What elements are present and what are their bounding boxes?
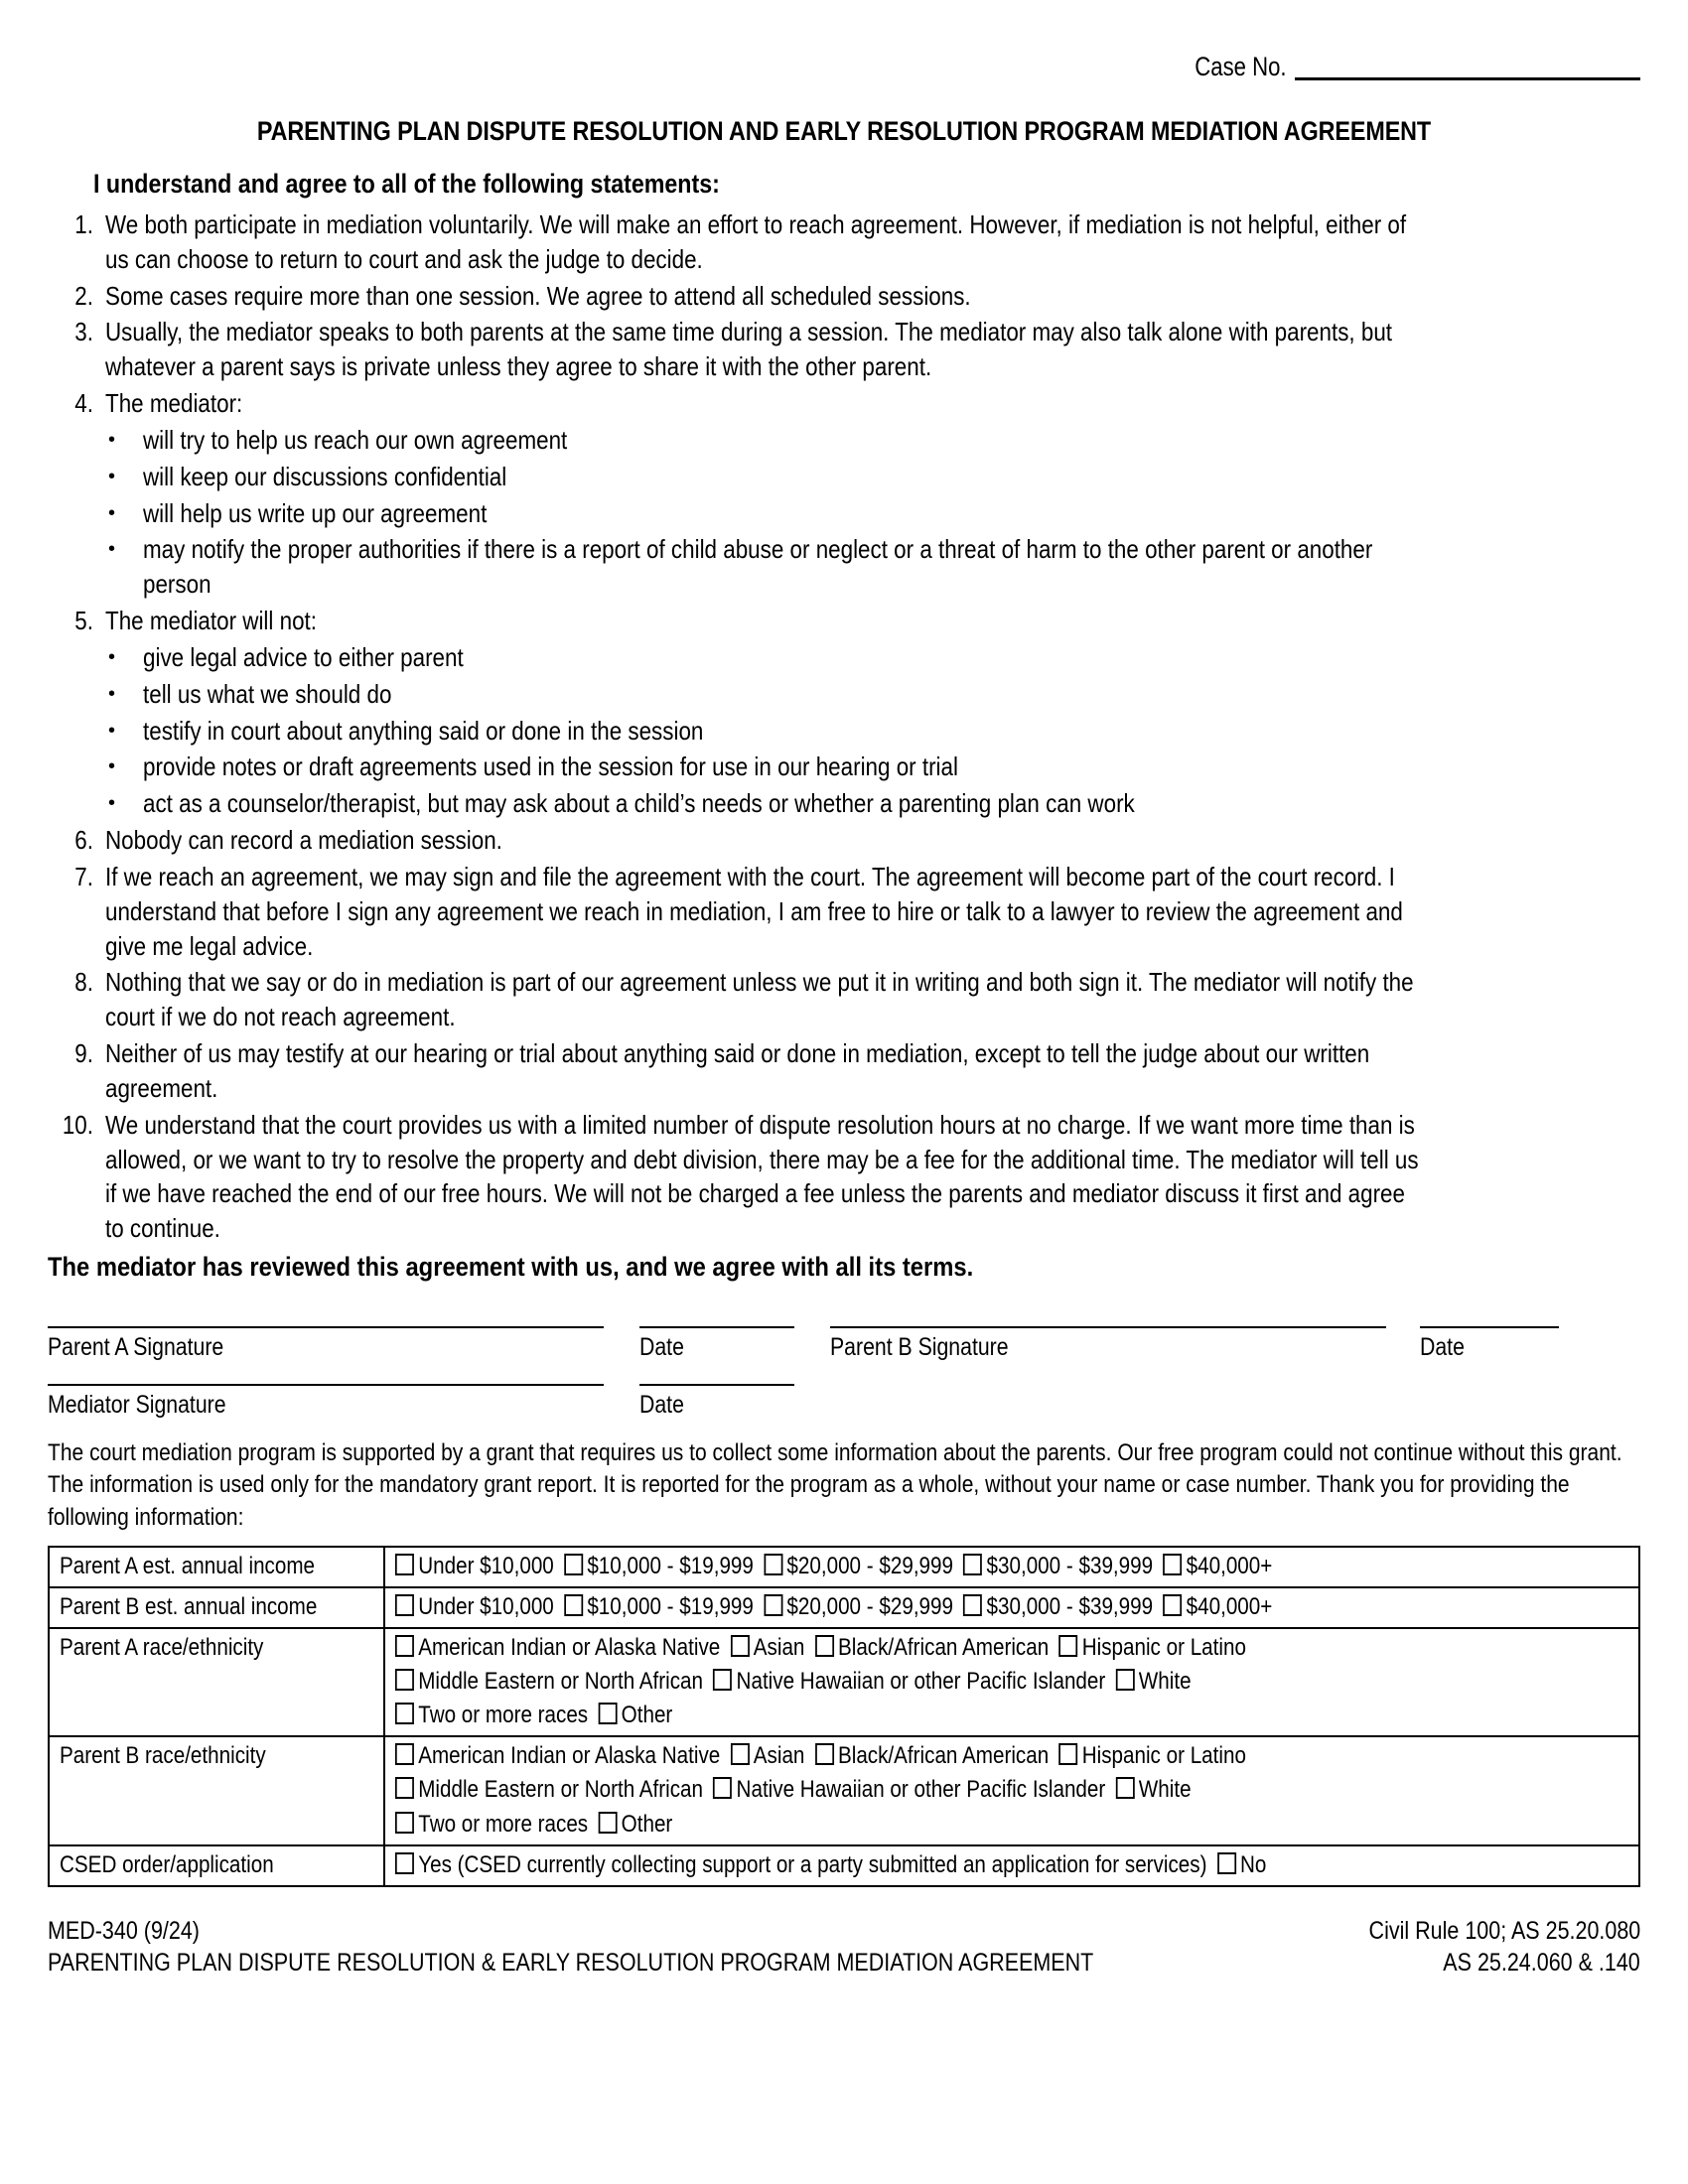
checkbox-option-label: Yes (CSED currently collecting support or a party submitted an application for services)	[418, 1850, 1207, 1878]
checkbox-icon[interactable]	[1163, 1554, 1182, 1575]
list-number: 1.	[74, 209, 93, 239]
list-text: Neither of us may testify at our hearing or trial about anything said or done in mediation, except to tell the judge about our written agreement.	[105, 1038, 1370, 1103]
bullet-text: will help us write up our agreement	[143, 497, 488, 528]
checkbox-option[interactable]	[815, 1634, 1049, 1661]
bullet-text: tell us what we should do	[143, 678, 392, 709]
checkbox-icon[interactable]	[564, 1594, 583, 1616]
table-row-label-cell	[49, 1736, 384, 1844]
checkbox-option[interactable]	[395, 1742, 720, 1769]
checkbox-option-label: Asian	[753, 1634, 805, 1662]
bullet-text: will keep our discussions confidential	[143, 461, 507, 491]
bullet-group	[48, 640, 1640, 821]
checkbox-icon[interactable]	[963, 1554, 982, 1575]
bullet-dot-icon: •	[107, 792, 115, 815]
checkbox-option-label: Black/African American	[837, 1634, 1050, 1662]
bullet-text: will try to help us reach our own agreement	[143, 424, 568, 455]
signature-row-parents	[48, 1326, 1640, 1362]
checkbox-option-line	[395, 1808, 1629, 1842]
table-row-label-cell	[49, 1547, 384, 1587]
checkbox-option-label: Other	[621, 1702, 673, 1729]
checkbox-option-label: $20,000 - $29,999	[786, 1593, 953, 1621]
case-number-blank-line[interactable]	[1295, 48, 1640, 80]
parent-b-signature-field[interactable]	[830, 1326, 1386, 1362]
list-text: We understand that the court provides us with a limited number of dispute resolution hours at no charge. If we want more time than is allowed, or we want to try to resolve the property and debt division, there may be a fee for the additional time. The mediator will tell us if we have reached the end of our free hours. We will not be charged a fee unless the parents and mediator discuss it first and agree to continue.	[105, 1109, 1419, 1244]
bullet-text: act as a counselor/therapist, but may ask about a child’s needs or whether a parenting plan can work	[143, 788, 1135, 819]
checkbox-icon[interactable]	[1059, 1743, 1078, 1765]
bullet-text: give legal advice to either parent	[143, 641, 464, 672]
checkbox-option-label: Middle Eastern or North African	[418, 1668, 704, 1696]
bullet-text: provide notes or draft agreements used in the session for use in our hearing or trial	[143, 751, 958, 782]
checkbox-option[interactable]	[395, 1851, 1206, 1878]
checkbox-option[interactable]	[564, 1593, 754, 1620]
checkbox-icon[interactable]	[395, 1635, 414, 1657]
list-text: Usually, the mediator speaks to both parents at the same time during a session. The mediator may also talk alone with parents, but whatever a parent says is private unless they agree to share it with the other parent.	[105, 317, 1393, 382]
checkbox-icon[interactable]	[564, 1554, 583, 1575]
checkbox-icon[interactable]	[1163, 1594, 1182, 1616]
mediator-date-label: Date	[639, 1391, 684, 1420]
table-row-options-cell	[384, 1628, 1639, 1736]
checkbox-option[interactable]	[564, 1553, 754, 1579]
checkbox-option[interactable]	[395, 1811, 588, 1838]
table-row-options-cell	[384, 1736, 1639, 1844]
table-row-label-cell	[49, 1628, 384, 1736]
checkbox-option-label: Hispanic or Latino	[1081, 1634, 1246, 1662]
checkbox-option[interactable]	[1217, 1851, 1267, 1878]
checkbox-icon[interactable]	[1116, 1669, 1135, 1691]
checkbox-icon[interactable]	[731, 1635, 750, 1657]
list-number: 6.	[74, 825, 93, 856]
table-row	[49, 1628, 1639, 1736]
intro-statement: I understand and agree to all of the following statements:	[93, 169, 720, 199]
numbered-statement	[48, 207, 1640, 277]
checkbox-icon[interactable]	[1059, 1635, 1078, 1657]
checkbox-option-label: $10,000 - $19,999	[587, 1553, 754, 1579]
checkbox-option-label: Under $10,000	[418, 1553, 554, 1579]
table-row	[49, 1587, 1639, 1628]
checkbox-option-label: Black/African American	[837, 1742, 1050, 1770]
mediator-date-field[interactable]	[639, 1384, 794, 1420]
parent-a-signature-label: Parent A Signature	[48, 1333, 224, 1362]
checkbox-option-line	[395, 1590, 1629, 1624]
checkbox-option[interactable]	[963, 1553, 1153, 1579]
checkbox-icon[interactable]	[395, 1554, 414, 1575]
bullet-dot-icon: •	[107, 645, 115, 668]
checkbox-options-group	[395, 1739, 1629, 1841]
checkbox-icon[interactable]	[815, 1743, 834, 1765]
signature-block	[48, 1326, 1640, 1420]
bullet-dot-icon: •	[107, 428, 115, 451]
checkbox-icon[interactable]	[395, 1777, 414, 1799]
numbered-statements-list	[48, 207, 1640, 1246]
checkbox-option[interactable]	[395, 1668, 703, 1695]
checkbox-option-label: American Indian or Alaska Native	[418, 1742, 721, 1770]
bullet-item	[48, 532, 1640, 602]
footer-form-title: PARENTING PLAN DISPUTE RESOLUTION & EARLY RESOLUTION PROGRAM MEDIATION AGREEMENT	[48, 1949, 1094, 1978]
table-row-label-cell	[49, 1845, 384, 1886]
sub-bullet-list	[48, 640, 1640, 821]
checkbox-icon[interactable]	[731, 1743, 750, 1765]
list-number: 7.	[74, 861, 93, 891]
bullet-text: testify in court about anything said or done in the session	[143, 715, 704, 746]
checkbox-icon[interactable]	[713, 1669, 732, 1691]
mediator-signature-field[interactable]	[48, 1384, 604, 1420]
footer-row-top	[48, 1915, 1640, 1948]
checkbox-option-label: Native Hawaiian or other Pacific Islander	[736, 1776, 1106, 1804]
citation-bottom: AS 25.24.060 & .140	[1443, 1949, 1640, 1978]
checkbox-option-label: $20,000 - $29,999	[786, 1553, 953, 1579]
bullet-item	[48, 750, 1640, 784]
checkbox-option-line	[395, 1550, 1629, 1583]
demographic-information-table	[48, 1546, 1640, 1887]
bullet-item	[48, 423, 1640, 458]
grant-information-paragraph: The court mediation program is supported by a grant that requires us to collect some information about the parents. Our free program could not continue without this grant. The information is used only for the mandatory grant report. It is reported for the program as a whole, without your name or case number. Thank you for providing the following information:	[48, 1439, 1622, 1531]
checkbox-icon[interactable]	[963, 1594, 982, 1616]
checkbox-options-group	[395, 1631, 1629, 1732]
checkbox-option[interactable]	[598, 1811, 672, 1838]
table-row	[49, 1736, 1639, 1844]
bullet-dot-icon: •	[107, 538, 115, 561]
parent-a-signature-field[interactable]	[48, 1326, 604, 1362]
checkbox-icon[interactable]	[713, 1777, 732, 1799]
checkbox-option-label: Hispanic or Latino	[1081, 1742, 1246, 1770]
checkbox-option[interactable]	[1116, 1668, 1192, 1695]
checkbox-option-line	[395, 1848, 1629, 1882]
checkbox-icon[interactable]	[1116, 1777, 1135, 1799]
checkbox-option-label: Other	[621, 1810, 673, 1838]
checkbox-option-label: Under $10,000	[418, 1593, 554, 1621]
table-row-options-cell	[384, 1845, 1639, 1886]
parent-a-date-field[interactable]	[639, 1326, 794, 1362]
checkbox-option-label: Two or more races	[418, 1810, 589, 1838]
list-number: 9.	[74, 1038, 93, 1069]
checkbox-icon[interactable]	[395, 1743, 414, 1765]
numbered-statement	[48, 1108, 1640, 1246]
table-row-label: CSED order/application	[60, 1850, 274, 1878]
checkbox-option[interactable]	[395, 1553, 554, 1579]
bullet-group	[48, 423, 1640, 602]
checkbox-option-label: White	[1138, 1668, 1192, 1696]
checkbox-option[interactable]	[1116, 1776, 1192, 1803]
bullet-dot-icon: •	[107, 719, 115, 742]
form-number: MED-340 (9/24)	[48, 1916, 200, 1945]
checkbox-icon[interactable]	[598, 1812, 617, 1834]
bullet-dot-icon: •	[107, 682, 115, 705]
checkbox-icon[interactable]	[395, 1852, 414, 1874]
checkbox-icon[interactable]	[598, 1703, 617, 1724]
checkbox-option[interactable]	[598, 1702, 672, 1728]
checkbox-icon[interactable]	[395, 1703, 414, 1724]
checkbox-option-label: American Indian or Alaska Native	[418, 1634, 721, 1662]
bullet-item	[48, 677, 1640, 712]
parent-b-signature-label: Parent B Signature	[830, 1333, 1009, 1362]
checkbox-option-label: $10,000 - $19,999	[587, 1593, 754, 1621]
bullet-item	[48, 496, 1640, 531]
table-row-label: Parent A race/ethnicity	[60, 1634, 264, 1662]
checkbox-option[interactable]	[395, 1634, 720, 1661]
list-number: 4.	[74, 388, 93, 419]
numbered-statement	[48, 823, 1640, 858]
list-number: 10.	[62, 1109, 93, 1140]
list-text: Some cases require more than one session. We agree to attend all scheduled sessions.	[105, 280, 971, 311]
checkbox-option-label: Native Hawaiian or other Pacific Islander	[736, 1668, 1106, 1696]
parent-b-date-label: Date	[1420, 1333, 1465, 1362]
checkbox-option[interactable]	[764, 1593, 953, 1620]
table-row-options-cell	[384, 1587, 1639, 1628]
checkbox-option-label: Asian	[753, 1742, 805, 1770]
list-text: The mediator:	[105, 388, 243, 419]
table-row	[49, 1845, 1639, 1886]
checkbox-options-group	[395, 1848, 1629, 1882]
checkbox-icon[interactable]	[764, 1594, 782, 1616]
parent-a-date-label: Date	[639, 1333, 684, 1362]
checkbox-options-group	[395, 1550, 1629, 1583]
checkbox-icon[interactable]	[815, 1635, 834, 1657]
checkbox-option[interactable]	[963, 1593, 1153, 1620]
case-no-label: Case No.	[1195, 52, 1287, 81]
list-number: 3.	[74, 317, 93, 347]
checkbox-option-label: $30,000 - $39,999	[986, 1553, 1154, 1579]
checkbox-option-label: White	[1138, 1776, 1192, 1804]
table-row-label: Parent A est. annual income	[60, 1553, 316, 1579]
checkbox-options-group	[395, 1590, 1629, 1624]
table-row-label: Parent B est. annual income	[60, 1593, 318, 1621]
bullet-dot-icon: •	[107, 755, 115, 778]
checkbox-option-label: $40,000+	[1186, 1553, 1273, 1579]
checkbox-option[interactable]	[764, 1553, 953, 1579]
page-footer	[48, 1915, 1640, 1979]
checkbox-icon[interactable]	[764, 1554, 782, 1575]
checkbox-option[interactable]	[395, 1776, 703, 1803]
mediator-signature-label: Mediator Signature	[48, 1391, 226, 1420]
checkbox-option-line	[395, 1631, 1629, 1665]
footer-row-bottom	[48, 1947, 1640, 1979]
list-text: If we reach an agreement, we may sign and file the agreement with the court. The agreement will become part of the court record. I understand that before I sign any agreement we reach in mediation, I am free to hire or talk to a lawyer to review the agreement and give me legal advice.	[105, 861, 1403, 961]
numbered-statement	[48, 279, 1640, 314]
table-row-options-cell	[384, 1547, 1639, 1587]
checkbox-option[interactable]	[713, 1776, 1105, 1803]
citation-top: Civil Rule 100; AS 25.20.080	[1368, 1916, 1640, 1945]
checkbox-option[interactable]	[395, 1702, 588, 1728]
checkbox-option[interactable]	[1163, 1593, 1272, 1620]
checkbox-option[interactable]	[731, 1634, 805, 1661]
table-row-label-cell	[49, 1587, 384, 1628]
checkbox-option-line	[395, 1739, 1629, 1773]
signature-row-mediator	[48, 1384, 1640, 1420]
bullet-dot-icon: •	[107, 465, 115, 487]
checkbox-option-label: Middle Eastern or North African	[418, 1776, 704, 1804]
checkbox-option[interactable]	[713, 1668, 1105, 1695]
sub-bullet-list	[48, 423, 1640, 602]
checkbox-option-label: No	[1239, 1850, 1267, 1878]
table-row	[49, 1547, 1639, 1587]
checkbox-option-line	[395, 1665, 1629, 1699]
checkbox-option[interactable]	[395, 1593, 554, 1620]
bullet-item	[48, 640, 1640, 675]
checkbox-option[interactable]	[731, 1742, 805, 1769]
numbered-statement	[48, 315, 1640, 384]
bullet-dot-icon: •	[107, 501, 115, 524]
checkbox-option-label: $30,000 - $39,999	[986, 1593, 1154, 1621]
list-number: 8.	[74, 967, 93, 998]
closing-statement: The mediator has reviewed this agreement with us, and we agree with all its terms.	[48, 1252, 974, 1283]
bullet-text: may notify the proper authorities if there is a report of child abuse or neglect or a threat of harm to the other parent or another person	[143, 534, 1373, 600]
checkbox-option-label: Two or more races	[418, 1702, 589, 1729]
checkbox-option-label: $40,000+	[1186, 1593, 1273, 1621]
list-text: Nobody can record a mediation session.	[105, 825, 502, 856]
table-row-label: Parent B race/ethnicity	[60, 1742, 266, 1770]
numbered-statement	[48, 604, 1640, 638]
bullet-item	[48, 460, 1640, 494]
bullet-item	[48, 714, 1640, 749]
checkbox-icon[interactable]	[1217, 1852, 1236, 1874]
checkbox-option[interactable]	[1059, 1634, 1246, 1661]
checkbox-option-line	[395, 1699, 1629, 1732]
list-text: We both participate in mediation voluntarily. We will make an effort to reach agreement. However, if mediation is not helpful, either of us can choose to return to court and ask the judge to decide.	[105, 209, 1407, 274]
checkbox-icon[interactable]	[395, 1669, 414, 1691]
numbered-statement	[48, 965, 1640, 1034]
bullet-item	[48, 786, 1640, 821]
list-text: Nothing that we say or do in mediation is part of our agreement unless we put it in writing and both sign it. The mediator will notify the court if we do not reach agreement.	[105, 967, 1414, 1032]
case-number-row	[48, 0, 1640, 80]
checkbox-icon[interactable]	[395, 1812, 414, 1834]
list-number: 5.	[74, 606, 93, 636]
checkbox-option[interactable]	[1163, 1553, 1272, 1579]
checkbox-option[interactable]	[815, 1742, 1049, 1769]
parent-b-date-field[interactable]	[1420, 1326, 1559, 1362]
list-number: 2.	[74, 280, 93, 311]
checkbox-option-line	[395, 1773, 1629, 1807]
list-text: The mediator will not:	[105, 606, 318, 636]
numbered-statement	[48, 1036, 1640, 1106]
numbered-statement	[48, 386, 1640, 421]
numbered-statement	[48, 860, 1640, 963]
checkbox-icon[interactable]	[395, 1594, 414, 1616]
page-title: PARENTING PLAN DISPUTE RESOLUTION AND EARLY RESOLUTION PROGRAM MEDIATION AGREEMENT	[256, 116, 1432, 146]
checkbox-option[interactable]	[1059, 1742, 1246, 1769]
